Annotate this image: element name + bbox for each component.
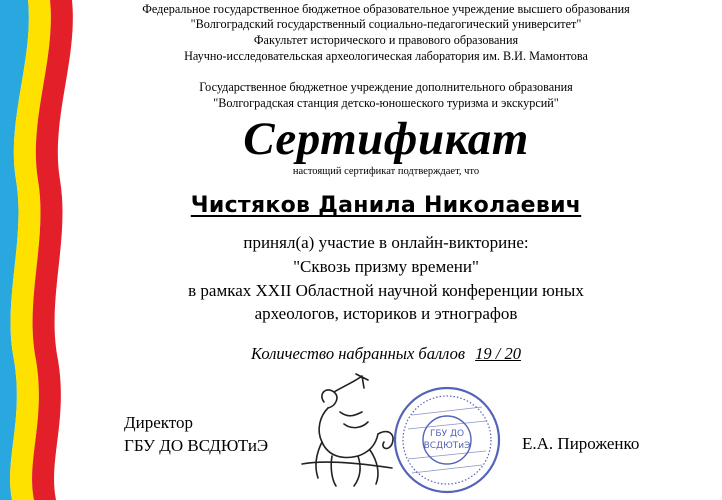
- body-line-4: археологов, историков и этнографов: [254, 304, 518, 323]
- recipient-name: Чистяков Данила Николаевич: [190, 193, 582, 218]
- header-line-4: Научно-исследовательская археологическая лаборатория им. В.И. Мамонтова: [184, 49, 588, 63]
- header-line-1: Федеральное государственное бюджетное образовательное учреждение высшего образования: [142, 2, 630, 16]
- header-line-5: Государственное бюджетное учреждение дополнительного образования: [199, 80, 573, 94]
- header-line-6: "Волгоградская станция детско-юношеского туризма и экскурсий": [213, 96, 559, 110]
- body-line-1: принял(а) участие в онлайн-викторине:: [243, 233, 529, 252]
- lion-emblem-signature: [292, 372, 402, 492]
- director-block: [124, 411, 268, 457]
- body-line-2: "Сквозь призму времени": [293, 257, 479, 276]
- seal-line-2: ВСДЮТиЭ: [423, 441, 471, 451]
- body-line-3: в рамках XXII Областной научной конференции юных: [188, 281, 584, 300]
- organization-seal: [392, 385, 502, 495]
- signatory-name: Е.А. Пироженко: [522, 434, 640, 453]
- score-value: 19 / 20: [475, 344, 521, 363]
- score-label: Количество набранных баллов: [251, 344, 465, 363]
- header-line-3: Факультет исторического и правового образования: [253, 33, 519, 47]
- certificate-title: Сертификат: [243, 113, 529, 165]
- director-position: Директор: [124, 413, 193, 432]
- certificate-subtitle: настоящий сертификат подтверждает, что: [292, 166, 480, 177]
- score-line: [100, 344, 672, 364]
- decorative-wavy-stripes: [0, 0, 80, 500]
- header-line-2: "Волгоградский государственный социально-педагогический университет": [190, 17, 582, 31]
- director-organization: ГБУ ДО ВСДЮТиЭ: [124, 436, 269, 455]
- seal-line-1: ГБУ ДО: [429, 429, 465, 439]
